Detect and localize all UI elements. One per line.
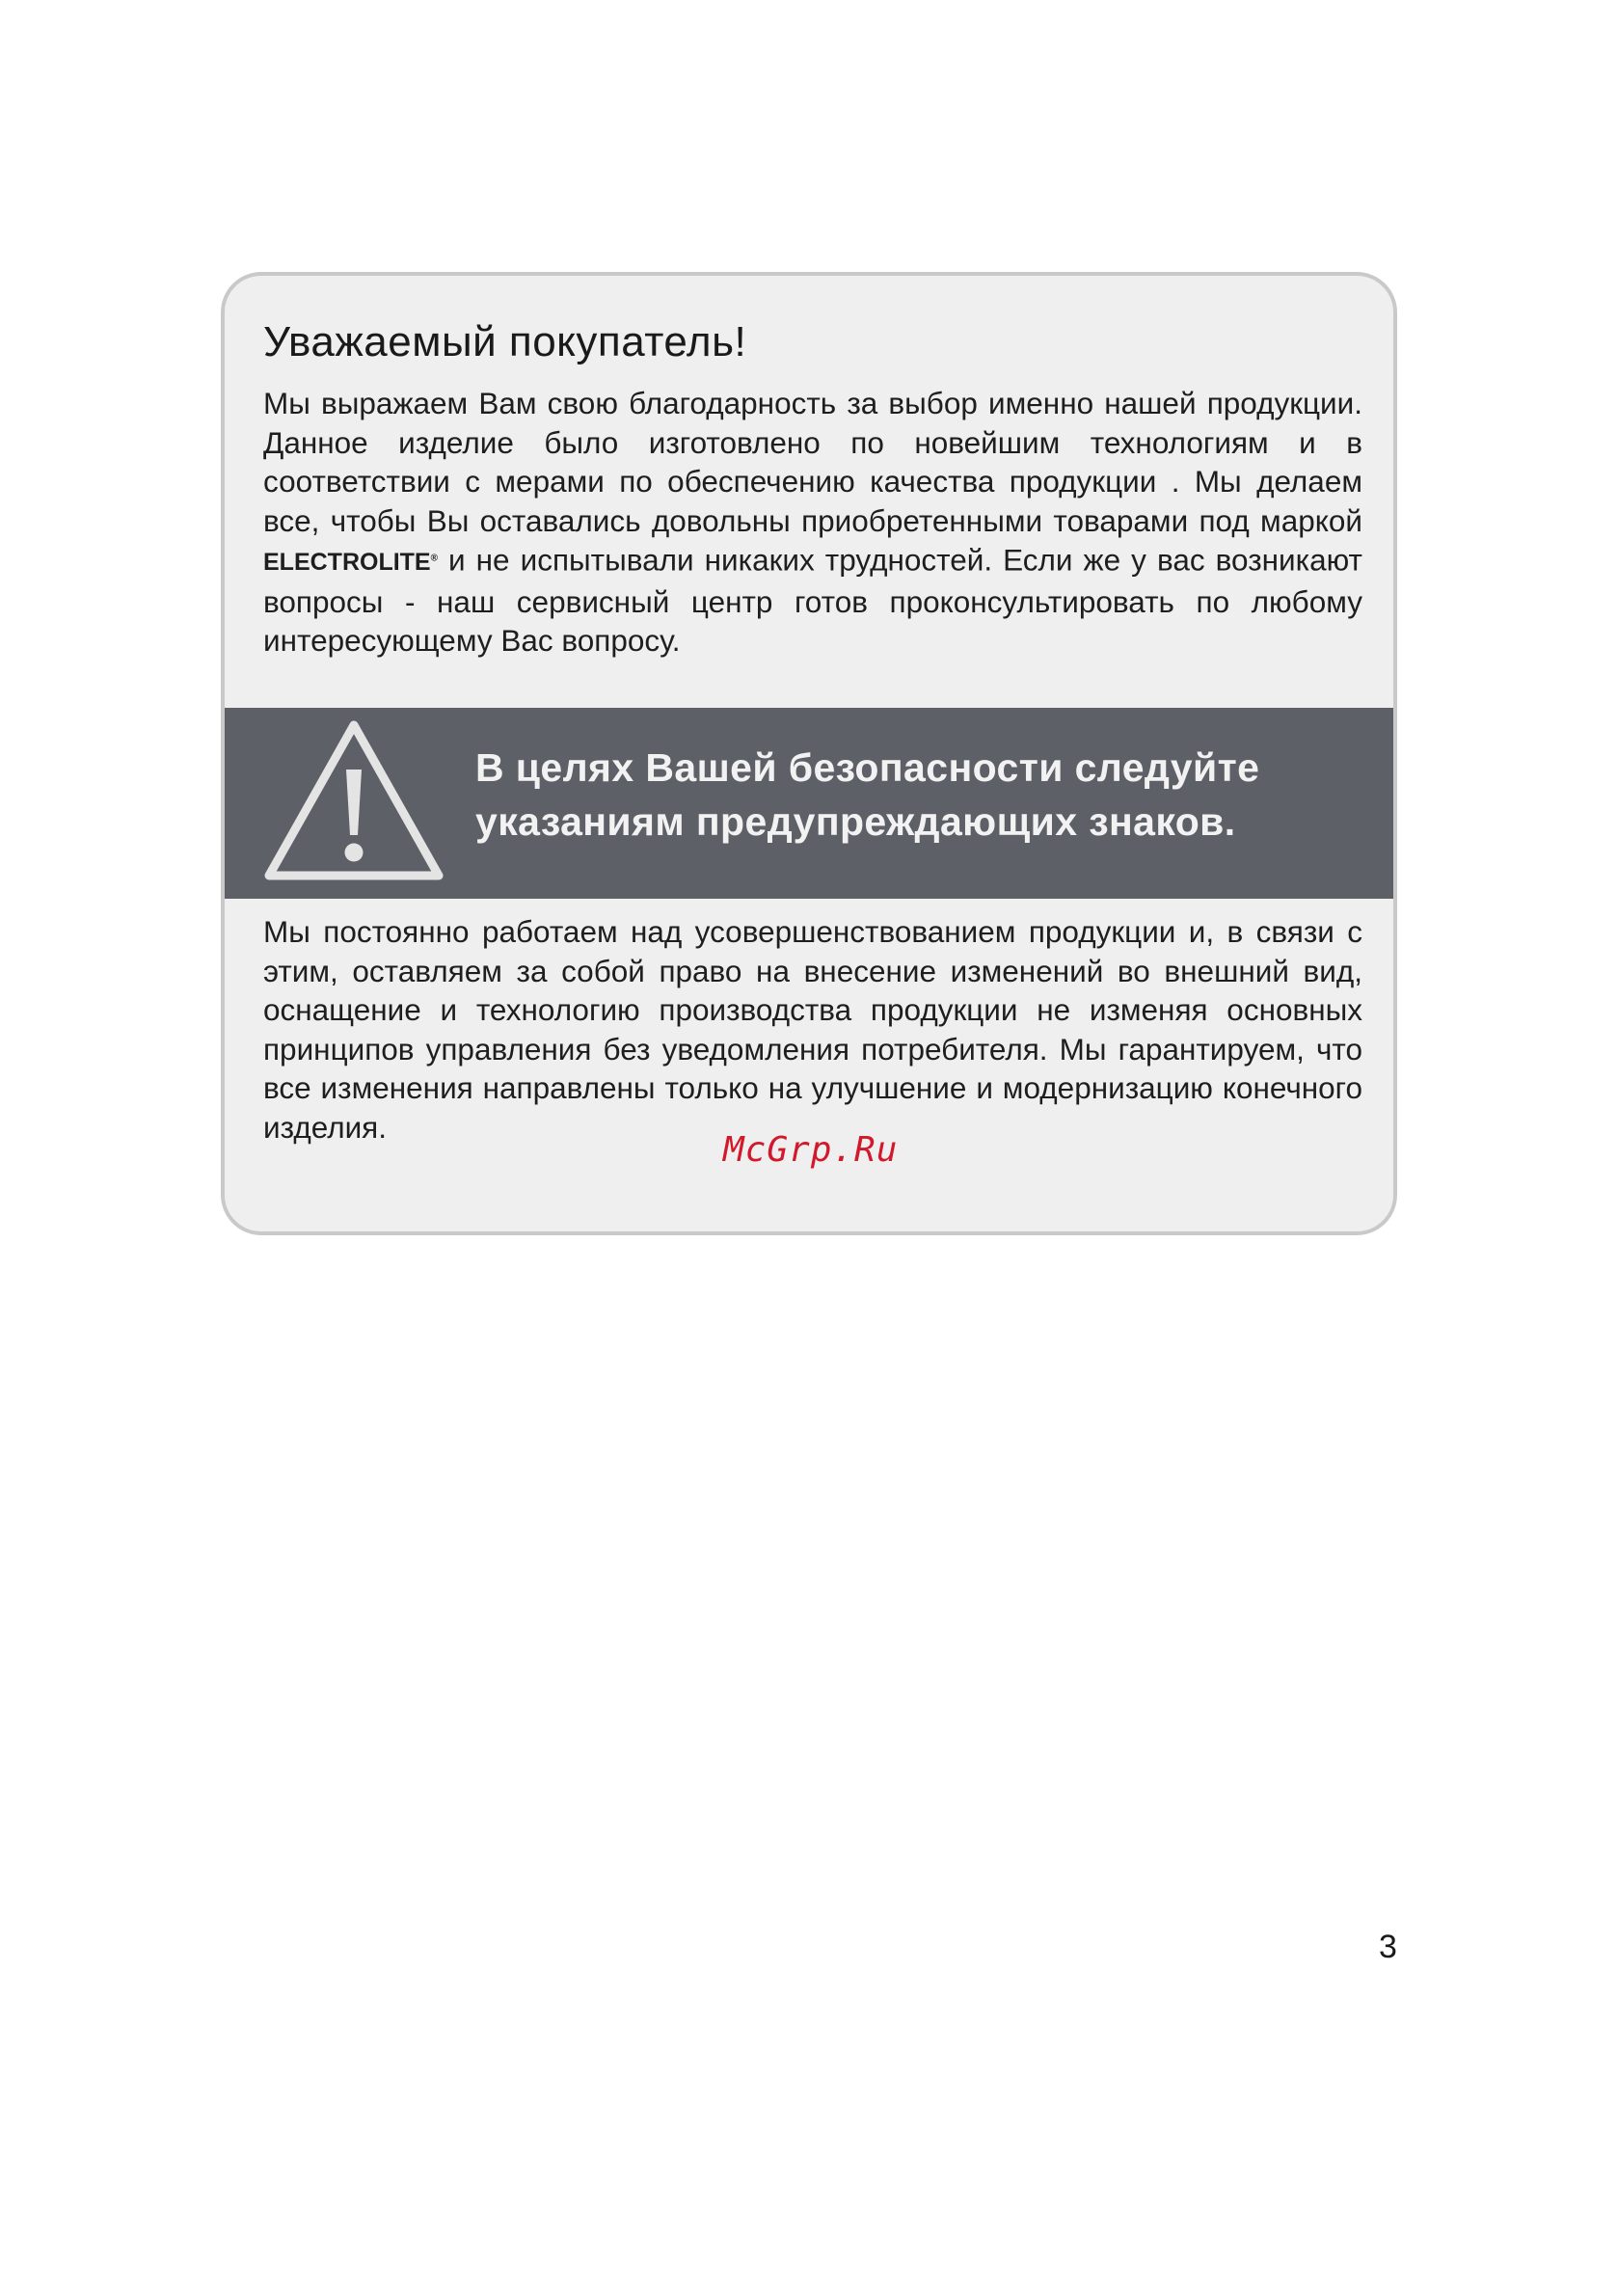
page-number: 3 [1379, 1929, 1397, 1965]
greeting-title: Уважаемый покупатель! [263, 318, 747, 365]
customer-notice-card [221, 272, 1397, 1235]
intro-paragraph [263, 384, 1362, 661]
brand-label: ELECTROLITE [263, 549, 431, 577]
intro-text-end: и не испытывали никаких трудностей. Если же у вас возникают вопросы - наш сервисный центр готов проконсультировать по любому интересующему Вас вопросу. [263, 542, 1362, 659]
safety-warning-text: В целях Вашей безопасности следуйте указаниям предупреждающих знаков. [475, 745, 1260, 844]
safety-warning-banner [225, 708, 1393, 899]
warning-triangle-icon [259, 716, 448, 889]
brand-name [263, 549, 438, 576]
product-improvement-paragraph: Мы постоянно работаем над усовершенствованием продукции и, в связи с этим, оставляем за собой право на внесение изменений во внешний вид, оснащение и технологию производства продукции не изменяя основных принципов управления без уведомления потребителя. Мы гарантируем, что все изменения направлены только на улучшение и модернизацию конечного изделия. [263, 914, 1362, 1145]
intro-text-start: Мы выражаем Вам свою благодарность за выбор именно нашей продукции. Данное изделие было изготовлено по новейшим технологиям и в соответствии с мерами по обеспечению качества продукции . Мы делаем все, чтобы Вы оставались довольны приобретенными товарами под маркой [263, 386, 1362, 538]
watermark: McGrp.Ru [723, 1130, 899, 1170]
brand-registered-mark: ® [430, 554, 438, 564]
